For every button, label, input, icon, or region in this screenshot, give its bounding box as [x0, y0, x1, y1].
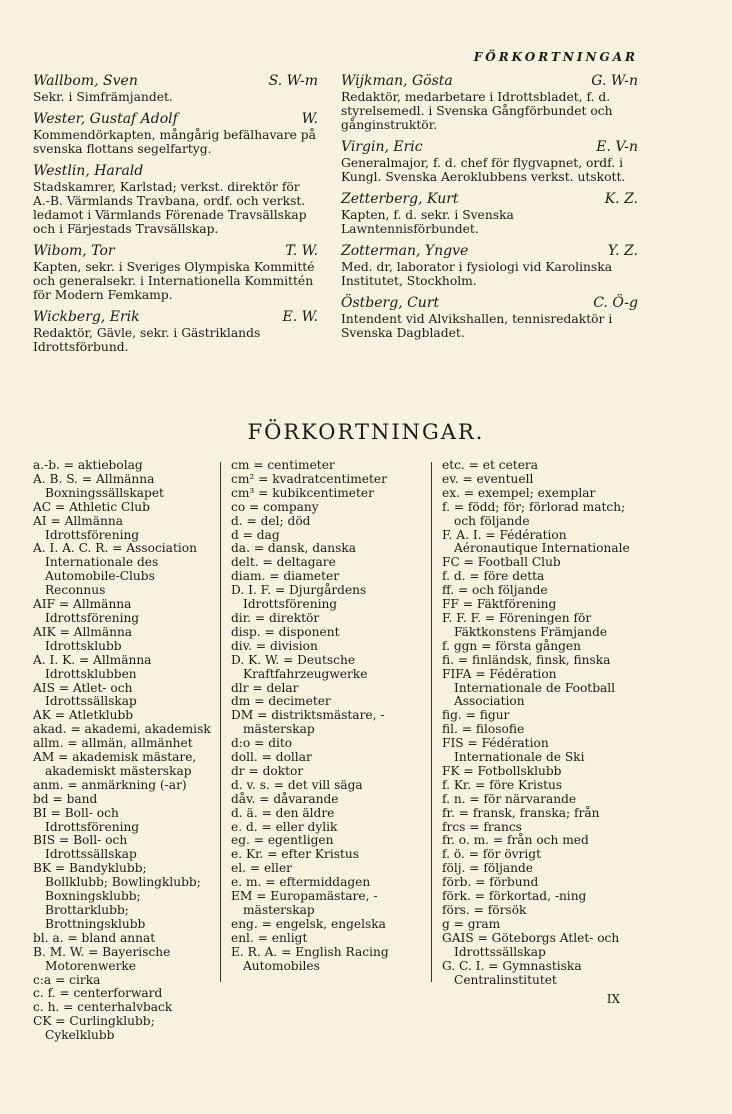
- abbreviation-entry: A. I. A. C. R. = Association Internationale des Automobile-Clubs Reconnus: [33, 541, 197, 598]
- abbreviation-entry: diam. = diameter: [231, 569, 340, 584]
- abbreviation-entry: f. Kr. = före Kristus: [442, 777, 563, 792]
- entry-text: Stadskamrer, Karlstad; verkst. direktör för A.-B. Värmlands Travbana, ordf. och verkst. ledamot i Värmlands Förenade Travsällskap och i Färjestads Travsällskap.: [33, 180, 307, 236]
- abbreviation-entry: AK = Atletklubb: [33, 708, 134, 723]
- abbreviation-entry: dåv. = dåvarande: [231, 791, 339, 806]
- entry-name: Zetterberg, Kurt: [341, 191, 459, 207]
- section-title: FÖRKORTNINGAR.: [247, 420, 485, 444]
- entry-name: Westlin, Harald: [33, 163, 144, 179]
- entry-initials: C. Ö-g: [593, 295, 638, 311]
- abbreviation-entry: d:o = dito: [231, 736, 293, 751]
- abbreviation-entry: d. v. s. = det vill säga: [231, 777, 363, 792]
- page-number: IX: [606, 992, 620, 1006]
- abbreviation-entry: da. = dansk, danska: [231, 541, 357, 556]
- abbreviation-entry: förk. = förkortad, -ning: [442, 889, 587, 904]
- entry-text: Kapten, f. d. sekr. i Svenska Lawntennisförbundet.: [341, 208, 514, 236]
- abbreviation-entry: bd = band: [33, 791, 98, 806]
- entry-name: Wickberg, Erik: [33, 309, 140, 325]
- biography-entry: [341, 296, 638, 340]
- abbreviation-entry: a.-b. = aktiebolag: [33, 458, 143, 472]
- entry-text: Intendent vid Alvikshallen, tennisredaktör i Svenska Dagbladet.: [341, 312, 613, 340]
- abbreviation-entry: delt. = deltagare: [231, 555, 336, 570]
- abbreviation-entry: D. I. F. = Djurgårdens Idrottsförening: [231, 583, 367, 612]
- entry-name: Wester, Gustaf Adolf: [33, 111, 178, 127]
- entry-text: Med. dr, laborator i fysiologi vid Karolinska Institutet, Stockholm.: [341, 260, 613, 288]
- column-divider: [431, 462, 432, 982]
- abbreviation-entry: g = gram: [442, 916, 501, 931]
- abbreviation-entry: F. F. F. = Föreningen för Fäktkonstens Främjande: [442, 610, 608, 639]
- abbreviation-entry: AIK = Allmänna Idrottsklubb: [33, 624, 133, 653]
- abbreviation-entry: f. n. = för närvarande: [442, 791, 577, 806]
- abbreviation-entry: F. A. I. = Fédération Aéronautique Internationale: [442, 527, 630, 556]
- abbreviation-entry: f. ö. = för övrigt: [442, 847, 541, 862]
- abbreviation-entry: följ. = följande: [442, 861, 534, 876]
- abbreviation-entry: c:a = cirka: [33, 972, 101, 987]
- abbreviation-entry: etc. = et cetera: [442, 458, 538, 472]
- abbreviation-entry: f. ggn = första gången: [442, 638, 581, 653]
- abbreviation-entry: cm² = kvadratcentimeter: [231, 471, 387, 486]
- abbreviation-entry: d. ä. = den äldre: [231, 805, 335, 820]
- abbreviation-entry: doll. = dollar: [231, 750, 312, 765]
- biography-entry: [341, 74, 638, 132]
- abbreviation-entry: d. = del; död: [231, 513, 311, 528]
- abbreviation-entry: dlr = delar: [231, 680, 299, 695]
- abbreviation-entry: c. f. = centerforward: [33, 986, 163, 1001]
- abbreviation-entry: FC = Football Club: [442, 555, 561, 570]
- abbreviation-entry: fil. = filosofie: [442, 722, 525, 737]
- abbreviation-entry: c. h. = centerhalvback: [33, 1000, 173, 1015]
- entry-text: Redaktör, medarbetare i Idrottsbladet, f. d. styrelsemedl. i Svenska Gångförbundet och gånginstruktör.: [341, 90, 613, 132]
- abbreviation-entry: disp. = disponent: [231, 624, 340, 639]
- abbreviation-entry: AM = akademisk mästare, akademiskt mästerskap: [33, 750, 197, 778]
- abbreviation-entry: BK = Bandyklubb; Bollklubb; Bowlingklubb; Boxningsklubb; Brottarklubb; Brottningsklubb: [33, 861, 201, 931]
- column-divider: [220, 462, 221, 982]
- abbreviation-entry: fr. o. m. = från och med: [442, 833, 589, 848]
- entry-initials: G. W-n: [591, 73, 638, 89]
- abbreviation-entry: e. d. = eller dylik: [231, 819, 338, 834]
- abbreviation-entry: B. M. W. = Bayerische Motorenwerke: [33, 944, 171, 973]
- abbreviation-entry: AI = Allmänna Idrottsförening: [33, 513, 140, 542]
- biography-entry: [341, 192, 638, 236]
- abbreviation-entry: A. B. S. = Allmänna Boxningssällskapet: [33, 471, 164, 500]
- biography-entry: [33, 310, 318, 354]
- abbreviation-entry: eng. = engelsk, engelska: [231, 916, 386, 931]
- abbreviation-entry: ex. = exempel; exemplar: [442, 485, 596, 500]
- biography-column-right: [341, 74, 638, 348]
- abbreviation-entry: fr. = fransk, franska; från: [442, 805, 600, 820]
- biography-entry: [33, 164, 318, 236]
- entry-name: Wibom, Tor: [33, 243, 115, 259]
- abbreviation-column-2: [231, 459, 421, 974]
- abbreviation-entry: fi. = finländsk, finsk, finska: [442, 652, 611, 667]
- biography-entry: [341, 140, 638, 184]
- abbreviation-entry: e. m. = eftermiddagen: [231, 875, 371, 890]
- abbreviation-entry: FIFA = Fédération Internationale de Football Association: [442, 666, 616, 709]
- entry-initials: E. W.: [282, 309, 318, 325]
- abbreviation-entry: cm = centimeter: [231, 458, 335, 472]
- abbreviation-entry: BIS = Boll- och Idrottssällskap: [33, 833, 137, 862]
- abbreviation-entry: dm = decimeter: [231, 694, 331, 709]
- abbreviation-entry: G. C. I. = Gymnastiska Centralinstitutet: [442, 958, 582, 987]
- abbreviation-entry: f. = född; för; förlorad match; och följande: [442, 499, 626, 528]
- abbreviation-entry: DM = distriktsmästare, -mästerskap: [231, 708, 385, 737]
- entry-initials: Y. Z.: [607, 243, 638, 259]
- biography-entry: [33, 244, 318, 302]
- abbreviation-entry: AC = Athletic Club: [33, 499, 150, 514]
- entry-initials: T. W.: [285, 243, 318, 259]
- biography-entry: [33, 112, 318, 156]
- entry-name: Wijkman, Gösta: [341, 73, 453, 89]
- entry-initials: S. W-m: [268, 73, 318, 89]
- abbreviation-entry: dir. = direktör: [231, 610, 320, 625]
- abbreviation-entry: AIS = Atlet- och Idrottssällskap: [33, 680, 137, 709]
- abbreviation-entry: anm. = anmärkning (-ar): [33, 777, 187, 792]
- abbreviation-entry: akad. = akademi, akademisk: [33, 722, 211, 737]
- entry-text: Redaktör, Gävle, sekr. i Gästriklands Idrottsförbund.: [33, 326, 261, 354]
- entry-initials: E. V-n: [596, 139, 638, 155]
- abbreviation-entry: allm. = allmän, allmänhet: [33, 736, 193, 751]
- running-head: FÖRKORTNINGAR: [473, 50, 638, 64]
- abbreviation-entry: CK = Curlingklubb; Cykelklubb: [33, 1014, 155, 1043]
- entry-name: Zotterman, Yngve: [341, 243, 469, 259]
- entry-text: Kommendörkapten, mångårig befälhavare på svenska flottans segelfartyg.: [33, 128, 317, 156]
- abbreviation-column-3: [442, 459, 634, 987]
- abbreviation-entry: el. = eller: [231, 861, 292, 876]
- abbreviation-entry: enl. = enligt: [231, 930, 308, 945]
- abbreviation-entry: FF = Fäktförening: [442, 597, 557, 612]
- abbreviation-entry: f. d. = före detta: [442, 569, 545, 584]
- abbreviation-entry: ff. = och följande: [442, 583, 548, 598]
- entry-initials: W.: [301, 111, 318, 127]
- abbreviation-entry: FK = Fotbollsklubb: [442, 763, 562, 778]
- abbreviation-entry: BI = Boll- och Idrottsförening: [33, 805, 140, 834]
- abbreviation-entry: E. R. A. = English Racing Automobiles: [231, 944, 389, 973]
- biography-entry: [33, 74, 318, 104]
- entry-name: Wallbom, Sven: [33, 73, 138, 89]
- abbreviation-entry: bl. a. = bland annat: [33, 930, 156, 945]
- abbreviation-entry: frcs = francs: [442, 819, 522, 834]
- abbreviation-column-1: [33, 459, 211, 1043]
- abbreviation-entry: FIS = Fédération Internationale de Ski: [442, 736, 585, 765]
- abbreviation-entry: EM = Europamästare, -mästerskap: [231, 889, 378, 917]
- abbreviation-entry: eg. = egentligen: [231, 833, 334, 848]
- entry-name: Östberg, Curt: [341, 295, 440, 311]
- abbreviation-entry: förb. = förbund: [442, 875, 539, 890]
- abbreviation-entry: d = dag: [231, 527, 280, 542]
- abbreviation-entry: div. = division: [231, 638, 318, 653]
- entry-text: Generalmajor, f. d. chef för flygvapnet, ordf. i Kungl. Svenska Aeroklubbens verkst. utskott.: [341, 156, 626, 184]
- abbreviation-entry: ev. = eventuell: [442, 471, 534, 486]
- abbreviation-entry: GAIS = Göteborgs Atlet- och Idrottssällskap: [442, 930, 620, 959]
- entry-text: Sekr. i Simfrämjandet.: [33, 90, 173, 104]
- entry-name: Virgin, Eric: [341, 139, 423, 155]
- abbreviation-entry: cm³ = kubikcentimeter: [231, 485, 374, 500]
- abbreviation-entry: e. Kr. = efter Kristus: [231, 847, 360, 862]
- entry-initials: K. Z.: [604, 191, 638, 207]
- abbreviation-entry: förs. = försök: [442, 903, 527, 917]
- biography-entry: [341, 244, 638, 288]
- abbreviation-entry: co = company: [231, 499, 319, 514]
- abbreviation-entry: D. K. W. = Deutsche Kraftfahrzeugwerke: [231, 652, 368, 681]
- entry-text: Kapten, sekr. i Sveriges Olympiska Kommitté och generalsekr. i Internationella Kommittén för Modern Femkamp.: [33, 260, 315, 302]
- biography-column-left: [33, 74, 318, 362]
- abbreviation-entry: A. I. K. = Allmänna Idrottsklubben: [33, 652, 152, 681]
- abbreviation-entry: AIF = Allmänna Idrottsförening: [33, 597, 140, 625]
- abbreviation-entry: fig. = figur: [442, 708, 510, 723]
- abbreviation-entry: dr = doktor: [231, 763, 304, 778]
